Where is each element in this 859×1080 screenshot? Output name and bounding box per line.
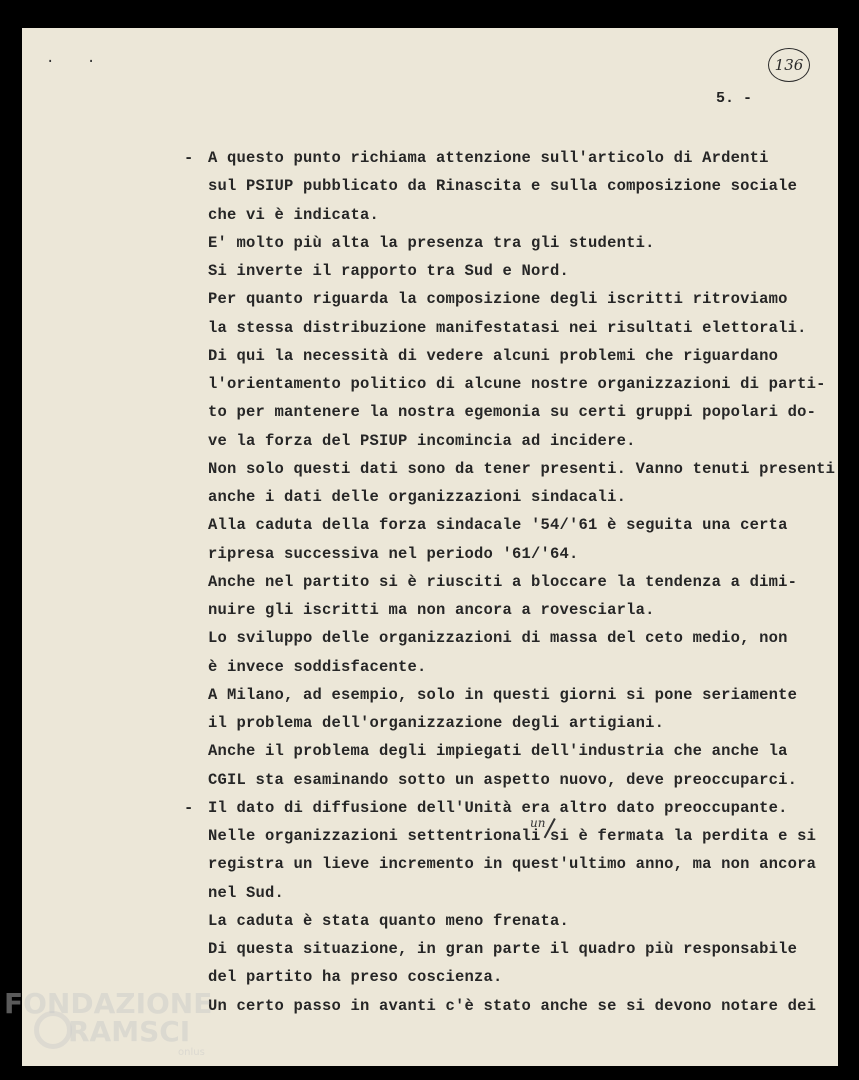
line-text: anche i dati delle organizzazioni sindacali. (208, 488, 627, 506)
line-text: ripresa successiva nel periodo '61/'64. (208, 544, 579, 563)
logo-text-bottom: RAMSCI (68, 1015, 191, 1048)
line-text: nuire gli iscritti ma non ancora a rovesciarla. (208, 601, 655, 619)
line-text: che vi è indicata. (208, 205, 380, 224)
line-text: del partito ha preso coscienza. (208, 968, 503, 987)
line-text: sul PSIUP pubblicato da Rinascita e sulla composizione sociale (208, 177, 798, 196)
text-line (184, 257, 838, 285)
line-text: Per quanto riguarda la composizione degli iscritti ritroviamo (208, 290, 788, 309)
text-line (184, 285, 838, 313)
line-text: il problema dell'organizzazione degli artigiani. (208, 714, 665, 732)
text-line (184, 907, 838, 935)
text-line (184, 935, 838, 963)
text-line (184, 766, 838, 794)
line-text: Nelle organizzazioni settentrionali si è fermata la perdita e si (208, 827, 817, 845)
text-line (184, 653, 838, 681)
text-line (184, 172, 838, 200)
line-text: CGIL sta esaminando sotto un aspetto nuovo, deve preoccuparci. (208, 770, 798, 789)
line-text: la stessa distribuzione manifestatasi nei risultati elettorali. (208, 318, 807, 337)
line-text: Anche il problema degli impiegati dell'industria che anche la (208, 742, 788, 761)
text-line (184, 201, 838, 229)
text-line (184, 992, 838, 1020)
text-line (184, 963, 838, 991)
fondazione-gramsci-logo (0, 985, 220, 1080)
line-text: Non solo questi dati sono da tener presenti. Vanno tenuti presenti (208, 459, 836, 478)
text-line (184, 314, 838, 342)
line-text: l'orientamento politico di alcune nostre organizzazioni di parti- (208, 375, 826, 393)
text-line (184, 709, 838, 737)
line-text: E' molto più alta la presenza tra gli studenti. (208, 233, 655, 252)
text-line (184, 568, 838, 596)
text-line (184, 540, 838, 568)
line-text: Alla caduta della forza sindacale '54/'61 è seguita una certa (208, 516, 788, 535)
typed-body (184, 144, 838, 1020)
text-line (184, 427, 838, 455)
bullet-dash: - (184, 798, 194, 817)
text-line (184, 229, 838, 257)
text-line (184, 822, 838, 850)
bullet-dash: - (184, 149, 194, 167)
text-line (184, 483, 838, 511)
handwritten-insertion: un (530, 816, 546, 830)
document-page (22, 28, 838, 1066)
text-line (184, 794, 838, 822)
line-text: A Milano, ad esempio, solo in questi giorni si pone seriamente (208, 685, 798, 704)
logo-onlus: onlus (178, 1047, 205, 1058)
text-line (184, 596, 838, 624)
text-line (184, 511, 838, 539)
text-line (184, 144, 838, 172)
margin-dots: . . (46, 50, 108, 66)
text-line (184, 624, 838, 652)
text-line (184, 398, 838, 426)
line-text: Di questa situazione, in gran parte il quadro più responsabile (208, 940, 798, 958)
line-text: ve la forza del PSIUP incomincia ad incidere. (208, 431, 636, 450)
text-line (184, 879, 838, 907)
text-line (184, 681, 838, 709)
line-text: La caduta è stata quanto meno frenata. (208, 911, 570, 930)
text-line (184, 850, 838, 878)
line-text: Di qui la necessità di vedere alcuni problemi che riguardano (208, 346, 779, 365)
text-line (184, 737, 838, 765)
text-line (184, 370, 838, 398)
logo-text-top: FONDAZIONE (4, 987, 213, 1020)
line-text: Un certo passo in avanti c'è stato anche se si devono notare dei (208, 996, 817, 1015)
text-line (184, 455, 838, 483)
line-text: to per mantenere la nostra egemonia su certi gruppi popolari do- (208, 403, 817, 422)
archive-page-number: 136 (768, 48, 810, 82)
line-text: Anche nel partito si è riusciti a bloccare la tendenza a dimi- (208, 572, 798, 591)
line-text: Il dato di diffusione dell'Unità era altro dato preoccupante. (208, 798, 788, 817)
line-text: Lo sviluppo delle organizzazioni di massa del ceto medio, non (208, 629, 788, 648)
line-text: registra un lieve incremento in quest'ultimo anno, ma non ancora (208, 855, 817, 874)
line-text: A questo punto richiama attenzione sull'articolo di Ardenti (208, 149, 769, 167)
logo-g-icon (34, 1011, 72, 1049)
line-text: Si inverte il rapporto tra Sud e Nord. (208, 262, 570, 280)
line-text: nel Sud. (208, 883, 285, 902)
line-text: è invece soddisfacente. (208, 657, 427, 676)
typed-page-label: 5. - (716, 90, 753, 107)
text-line (184, 342, 838, 370)
